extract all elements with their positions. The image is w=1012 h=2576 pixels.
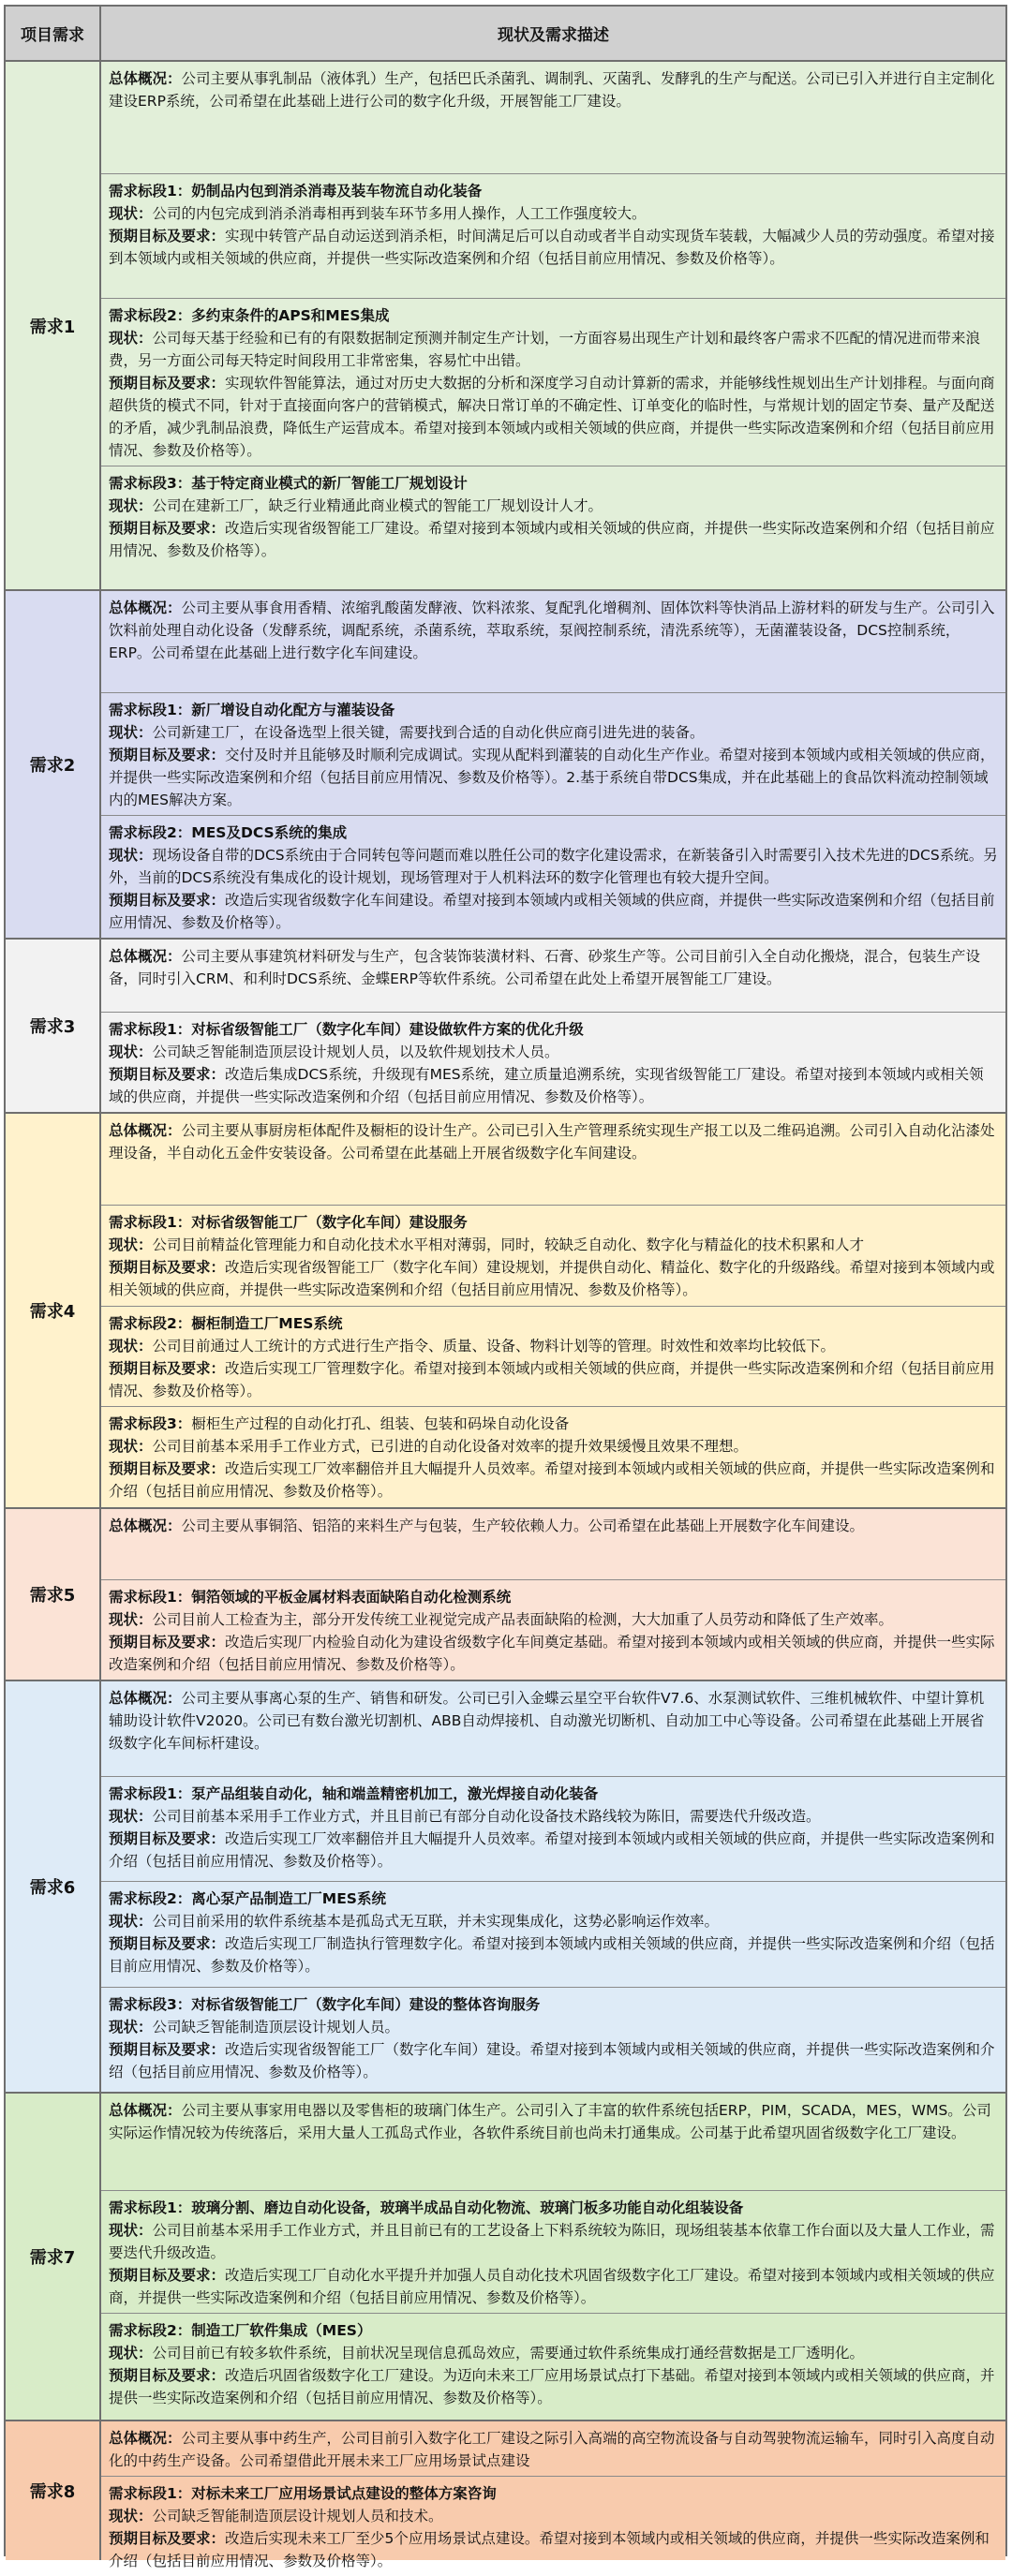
description-line	[109, 1805, 998, 1828]
requirement-blocks	[101, 1509, 1005, 1680]
requirement-row	[6, 1509, 1005, 1681]
line-value: 改造后实现省级智能工厂（数字化车间）建设规划，并提供自动化、精益化、数字化的升级路线。希望对接到本领域内或相关领域的供应商，并提供一些实际改造案例和介绍（包括目前应用情况、参数及价格等）。	[109, 1259, 995, 1299]
line-value: 公司的内包完成到消杀消毒相再到装车环节多用人操作，人工工作强度较大。	[152, 205, 647, 223]
line-value: 公司主要从事中药生产，公司目前引入数字化工厂建设之际引入高端的高空物流设备与自动驾驶物流运输车，同时引入高度自动化的中药生产设备。公司希望借此开展未来工厂应用场景试点建设	[109, 2430, 995, 2470]
description-line	[109, 327, 998, 372]
description-line	[109, 2219, 998, 2264]
line-value: 公司每天基于经验和已有的有限数据制定预测并制定生产计划，一方面容易出现生产计划和最终客户需求不匹配的情况进而带来浪费，另一方面公司每天特定时间段用工非常密集，容易忙中出错。	[109, 329, 981, 369]
requirement-label: 需求3	[6, 940, 101, 1112]
line-key: 预期目标及要求：	[109, 1935, 226, 1953]
line-key: 总体概况：	[109, 1690, 182, 1707]
line-value: 公司目前精益化管理能力和自动化技术水平相对薄弱，同时，较缺乏自动化、数字化与精益化的技术积累和人才	[152, 1236, 865, 1254]
requirements-table	[4, 5, 1007, 2570]
header-status-description: 现状及需求描述	[498, 26, 609, 45]
requirement-label: 需求4	[6, 1114, 101, 1507]
requirement-blocks	[101, 2421, 1005, 2570]
line-value: 公司缺乏智能制造顶层设计规划人员。	[152, 2018, 400, 2036]
line-key: 预期目标及要求：	[109, 1830, 226, 1848]
line-key: 现状：	[109, 1043, 153, 1060]
line-key: 现状：	[109, 205, 153, 223]
description-line	[109, 1041, 998, 1063]
line-value: 改造后实现工厂效率翻倍并且大幅提升人员效率。希望对接到本领域内或相关领域的供应商，并提供一些实际改造案例和介绍（包括目前应用情况、参数及价格等）。	[109, 1830, 995, 1871]
requirement-blocks	[101, 940, 1005, 1112]
section-title-text: 需求标段2：多约束条件的APS和MES集成	[109, 306, 390, 324]
line-value: 实现软件智能算法，通过对历史大数据的分析和深度学习自动计算新的需求，并能够线性规划出生产计划排程。与面向商超供货的模式不同，针对于直接面向客户的营销模式，解决日常订单的不确定性、订单变化的临时性，与常规计划的固定节奏、量产及配送的矛盾，减少乳制品浪费，降低生产运营成本。希望对接到本领域内或相关领域的供应商，并提供一些实际改造案例和介绍（包括目前应用情况、参数及价格等）。	[109, 374, 995, 459]
line-value: 改造后实现省级数字化车间建设。希望对接到本领域内或相关领域的供应商，并提供一些实际改造案例和介绍（包括目前应用情况、参数及价格等）。	[109, 891, 995, 931]
requirement-blocks	[101, 1114, 1005, 1507]
line-key: 预期目标及要求：	[109, 891, 226, 909]
section-block	[101, 299, 1005, 466]
line-value: 公司主要从事厨房柜体配件及橱柜的设计生产。公司已引入生产管理系统实现生产报工以及二维码追溯。公司引入自动化沾漆处理设备，半自动化五金件安装设备。公司希望在此基础上开展省级数字化车间建设。	[109, 1122, 995, 1162]
description-line	[109, 2016, 998, 2038]
section-block	[101, 1206, 1005, 1307]
section-block	[101, 466, 1005, 589]
line-key: 预期目标及要求：	[109, 2040, 226, 2058]
line-key: 预期目标及要求：	[109, 519, 226, 537]
requirement-blocks	[101, 1681, 1005, 2092]
section-title	[109, 2197, 998, 2219]
line-key: 总体概况：	[109, 1517, 182, 1534]
line-key: 现状：	[109, 2018, 153, 2036]
line-key: 预期目标及要求：	[109, 2266, 226, 2284]
line-key: 预期目标及要求：	[109, 2530, 226, 2548]
line-key: 总体概况：	[109, 948, 182, 965]
line-key: 总体概况：	[109, 70, 182, 87]
description-line	[109, 1435, 998, 1458]
description-line	[109, 889, 998, 934]
line-value: 改造后实现未来工厂至少5个应用场景试点建设。希望对接到本领域内或相关领域的供应商，并提供一些实际改造案例和介绍（包括目前应用情况、参数及价格等）。	[109, 2530, 990, 2570]
line-value: 公司目前采用的软件系统基本是孤岛式无互联，并未实现集成化，这势必影响运作效率。	[152, 1913, 720, 1931]
description-line	[109, 1631, 998, 1676]
line-key: 现状：	[109, 1438, 153, 1456]
description-line	[109, 225, 998, 270]
line-key: 预期目标及要求：	[109, 2366, 226, 2384]
description-line	[109, 1256, 998, 1301]
overview-block	[101, 591, 1005, 693]
section-title-text: 需求标段1：铜箔领域的平板金属材料表面缺陷自动化检测系统	[109, 1588, 512, 1606]
line-value: 改造后实现工厂管理数字化。希望对接到本领域内或相关领域的供应商，并提供一些实际改造案例和介绍（包括目前应用情况、参数及价格等）。	[109, 1359, 995, 1399]
section-title	[109, 1211, 998, 1234]
line-key: 预期目标及要求：	[109, 1359, 226, 1377]
section-title-text: 需求标段2：MES及DCS系统的集成	[109, 823, 348, 841]
description-line	[109, 597, 998, 664]
requirement-label: 需求2	[6, 591, 101, 938]
description-line	[109, 1458, 998, 1503]
line-key: 现状：	[109, 723, 153, 741]
line-value: 改造后集成DCS系统，升级现有MES系统，建立质量追溯系统，实现省级智能工厂建设。希望对接到本领域内或相关领域的供应商，并提供一些实际改造案例和介绍（包括目前应用情况、参数及价格等）。	[109, 1065, 984, 1105]
description-line	[109, 2099, 998, 2144]
description-line	[109, 945, 998, 990]
requirement-row	[6, 1114, 1005, 1509]
description-line	[109, 1335, 998, 1357]
line-value: 交付及时并且能够及时顺利完成调试。实现从配料到灌装的自动化生产作业。希望对接到本领域内或相关领域的供应商，并提供一些实际改造案例和介绍（包括目前应用情况、参数及价格等）。2.基于系统自带DCS集成，并在此基础上的食品饮料流动控制领域内的MES解决方案。	[109, 746, 995, 808]
overview-block	[101, 1681, 1005, 1777]
line-key: 总体概况：	[109, 2430, 182, 2447]
line-key: 预期目标及要求：	[109, 746, 226, 763]
section-block	[101, 816, 1005, 938]
overview-block	[101, 62, 1005, 174]
line-key: 预期目标及要求：	[109, 1065, 226, 1083]
description-line	[109, 2527, 998, 2572]
line-key: 现状：	[109, 496, 153, 514]
requirement-label: 需求5	[6, 1509, 101, 1680]
description-line	[109, 1063, 998, 1108]
line-key: 现状：	[109, 2508, 153, 2525]
line-value: 实现中转管产品自动运送到消杀柜，时间满足后可以自动或者半自动实现货车装载，大幅减少人员的劳动强度。希望对接到本领域内或相关领域的供应商，并提供一些实际改造案例和介绍（包括目前应用情况、参数及价格等）。	[109, 228, 995, 268]
line-value: 改造后实现省级智能工厂（数字化车间）建设。希望对接到本领域内或相关领域的供应商，并提供一些实际改造案例和介绍（包括目前应用情况、参数及价格等）。	[109, 2040, 995, 2080]
section-title-text: 需求标段2：制造工厂软件集成（MES）	[109, 2321, 372, 2339]
description-line	[109, 1515, 998, 1537]
line-value: 公司目前基本采用手工作业方式，已引进的自动化设备对效率的提升效果缓慢且效果不理想。	[152, 1438, 749, 1456]
section-title-text: 需求标段1：对标未来工厂应用场景试点建设的整体方案咨询	[109, 2485, 497, 2503]
line-value: 公司缺乏智能制造顶层设计规划人员，以及软件规划技术人员。	[152, 1043, 559, 1060]
requirement-label: 需求1	[6, 62, 101, 589]
line-value: 公司目前基本采用手工作业方式，并且目前已有的工艺设备上下料系统较为陈旧，现场组装基本依靠工作台面以及大量人工作业，需要迭代升级改造。	[109, 2221, 995, 2261]
section-block	[101, 1307, 1005, 1408]
line-value: 公司主要从事食用香精、浓缩乳酸菌发酵液、饮料浓浆、复配乳化增稠剂、固体饮料等快消品上游材料的研发与生产。公司引入饮料前处理自动化设备（发酵系统，调配系统，杀菌系统，萃取系统，泵阀控制系统，清洗系统等），无菌灌装设备，DCS控制系统，ERP。公司希望在此基础上进行数字化车间建设。	[109, 600, 995, 662]
section-title	[109, 180, 998, 202]
section-block	[101, 2477, 1005, 2576]
description-line	[109, 202, 998, 225]
requirement-label: 需求7	[6, 2094, 101, 2420]
section-title	[109, 1888, 998, 1910]
section-title	[109, 304, 998, 327]
line-key: 现状：	[109, 2344, 153, 2361]
line-value: 改造后实现工厂自动化水平提升并加强人员自动化技术巩固省级数字化工厂建设。希望对接到本领域内或相关领域的供应商，并提供一些实际改造案例和介绍（包括目前应用情况、参数及价格等）。	[109, 2266, 995, 2306]
line-value: 公司缺乏智能制造顶层设计规划人员和技术。	[152, 2508, 443, 2525]
section-block	[101, 1777, 1005, 1882]
table-body	[6, 62, 1005, 2570]
line-value: 改造后实现工厂制造执行管理数字化。希望对接到本领域内或相关领域的供应商，并提供一些实际改造案例和介绍（包括目前应用情况、参数及价格等）。	[109, 1935, 995, 1976]
line-key: 现状：	[109, 846, 153, 864]
description-line	[109, 1119, 998, 1164]
section-block	[101, 1988, 1005, 2092]
section-title	[109, 2319, 998, 2342]
section-title	[109, 1993, 998, 2016]
line-value: 公司目前人工检查为主，部分开发传统工业视觉完成产品表面缺陷的检测，大大加重了人员劳动和降低了生产效率。	[152, 1610, 894, 1628]
line-value: 公司目前已有较多软件系统，目前状况呈现信息孤岛效应，需要通过软件系统集成打通经营数据是工厂透明化。	[152, 2344, 865, 2361]
section-title-text: 需求标段1：泵产品组装自动化，轴和端盖精密机加工，激光焊接自动化装备	[109, 1785, 599, 1803]
description-line	[109, 844, 998, 889]
line-key: 预期目标及要求：	[109, 228, 226, 245]
description-line	[109, 517, 998, 562]
section-title	[109, 1018, 998, 1041]
section-title-text: 需求标段1：对标省级智能工厂（数字化车间）建设服务	[109, 1214, 468, 1231]
section-title	[109, 2482, 998, 2505]
line-key: 预期目标及要求：	[109, 1259, 226, 1277]
line-key: 现状：	[109, 1808, 153, 1826]
line-key: 现状：	[109, 1913, 153, 1931]
line-value: 公司主要从事家用电器以及零售柜的玻璃门体生产。公司引入了丰富的软件系统包括ERP，PIM，SCADA，MES，WMS。公司实际运作情况较为传统落后，采用大量人工孤岛式作业，各软件系统目前也尚未打通集成。公司基于此希望巩固省级数字化工厂建设。	[109, 2102, 991, 2142]
description-line	[109, 495, 998, 517]
line-key: 总体概况：	[109, 2102, 182, 2119]
line-key: 现状：	[109, 1236, 153, 1254]
requirement-row	[6, 2421, 1005, 2570]
section-block	[101, 2314, 1005, 2420]
line-value: 公司主要从事离心泵的生产、销售和研发。公司已引入金蝶云星空平台软件V7.6、水泵测试软件、三维机械软件、中望计算机辅助设计软件V2020。公司已有数台激光切割机、ABB自动焊接机、自动激光切断机、自动加工中心等设备。公司希望在此基础上开展省级数字化车间标杆建设。	[109, 1690, 985, 1753]
description-line	[109, 2364, 998, 2409]
requirement-row	[6, 62, 1005, 591]
requirement-row	[6, 2094, 1005, 2421]
section-title-text: 需求标段3：对标省级智能工厂（数字化车间）建设的整体咨询服务	[109, 1995, 541, 2013]
line-value: 公司在建新工厂，缺乏行业精通此商业模式的智能工厂规划设计人才。	[152, 496, 603, 514]
section-title	[109, 822, 998, 844]
line-key: 现状：	[109, 329, 153, 347]
section-title-text: 需求标段3：	[109, 1415, 192, 1433]
requirement-label: 需求8	[6, 2421, 101, 2560]
line-value: 改造后实现工厂效率翻倍并且大幅提升人员效率。希望对接到本领域内或相关领域的供应商，并提供一些实际改造案例和介绍（包括目前应用情况、参数及价格等）。	[109, 1460, 995, 1501]
description-line	[109, 2038, 998, 2083]
line-value: 公司目前通过人工统计的方式进行生产指令、质量、设备、物料计划等的管理。时效性和效率均比较低下。	[152, 1337, 836, 1355]
overview-block	[101, 2421, 1005, 2477]
section-block	[101, 693, 1005, 816]
line-key: 现状：	[109, 1337, 153, 1355]
description-line	[109, 1932, 998, 1977]
section-title-text: 需求标段1：奶制品内包到消杀消毒及装车物流自动化装备	[109, 183, 483, 200]
requirement-row	[6, 591, 1005, 940]
section-title	[109, 472, 998, 495]
line-value: 公司主要从事乳制品（液体乳）生产，包括巴氏杀菌乳、调制乳、灭菌乳、发酵乳的生产与配送。公司已引入并进行自主定制化建设ERP系统，公司希望在此基础上进行公司的数字化升级，开展智能工厂建设。	[109, 70, 995, 111]
line-value: 改造后实现厂内检验自动化为建设省级数字化车间奠定基础。希望对接到本领域内或相关领域的供应商，并提供一些实际改造案例和介绍（包括目前应用情况、参数及价格等）。	[109, 1633, 995, 1673]
line-value: 公司主要从事铜箔、铝箔的来料生产与包装，生产较依赖人力。公司希望在此基础上开展数字化车间建设。	[181, 1517, 865, 1534]
line-value: 公司新建工厂，在设备选型上很关键，需要找到合适的自动化供应商引进先进的装备。	[152, 723, 705, 741]
section-title-text: 需求标段3：基于特定商业模式的新厂智能工厂规划设计	[109, 474, 468, 492]
section-title-text: 需求标段2：离心泵产品制造工厂MES系统	[109, 1890, 386, 1908]
section-block	[101, 1013, 1005, 1112]
section-title	[109, 1413, 998, 1435]
overview-block	[101, 1509, 1005, 1580]
section-block	[101, 2191, 1005, 2314]
section-block	[101, 174, 1005, 298]
section-title-text: 需求标段2：橱柜制造工厂MES系统	[109, 1314, 343, 1332]
overview-block	[101, 940, 1005, 1013]
line-value: 改造后巩固省级数字化工厂建设。为迈向未来工厂应用场景试点打下基础。希望对接到本领域内或相关领域的供应商，并提供一些实际改造案例和介绍（包括目前应用情况、参数及价格等）。	[109, 2366, 995, 2406]
description-line	[109, 1234, 998, 1256]
description-line	[109, 2264, 998, 2309]
section-block	[101, 1882, 1005, 1987]
description-line	[109, 372, 998, 462]
overview-block	[101, 2094, 1005, 2191]
section-title	[109, 1586, 998, 1608]
description-line	[109, 1910, 998, 1932]
line-value: 改造后实现省级智能工厂建设。希望对接到本领域内或相关领域的供应商，并提供一些实际改造案例和介绍（包括目前应用情况、参数及价格等）。	[109, 519, 995, 559]
section-block	[101, 1580, 1005, 1680]
requirement-blocks	[101, 591, 1005, 938]
description-line	[109, 67, 998, 112]
description-line	[109, 2427, 998, 2472]
line-key: 预期目标及要求：	[109, 1633, 226, 1651]
description-line	[109, 744, 998, 811]
section-title-plain: 橱柜生产过程的自动化打孔、组装、包装和码垛自动化设备	[191, 1415, 570, 1433]
requirement-label: 需求6	[6, 1681, 101, 2092]
requirement-row	[6, 940, 1005, 1114]
section-title-text: 需求标段1：对标省级智能工厂（数字化车间）建设做软件方案的优化升级	[109, 1020, 584, 1038]
table-header	[6, 7, 1005, 62]
description-line	[109, 2342, 998, 2364]
line-key: 总体概况：	[109, 600, 182, 616]
requirement-blocks	[101, 62, 1005, 589]
description-line	[109, 1687, 998, 1754]
section-block	[101, 1407, 1005, 1507]
requirement-blocks	[101, 2094, 1005, 2420]
line-key: 现状：	[109, 1610, 153, 1628]
line-key: 总体概况：	[109, 1122, 182, 1139]
description-line	[109, 721, 998, 744]
description-line	[109, 1828, 998, 1873]
overview-block	[101, 1114, 1005, 1206]
line-value: 公司目前基本采用手工作业方式，并且目前已有部分自动化设备技术路线较为陈旧，需要迭代升级改造。	[152, 1808, 821, 1826]
header-project-requirement: 项目需求	[6, 7, 101, 60]
line-key: 预期目标及要求：	[109, 374, 226, 392]
section-title	[109, 699, 998, 721]
line-value: 公司主要从事建筑材料研发与生产，包含装饰装潢材料、石膏、砂浆生产等。公司目前引入全自动化搬烧，混合，包装生产设备，同时引入CRM、和利时DCS系统、金蝶ERP等软件系统。公司希望在此处上希望开展智能工厂建设。	[109, 948, 981, 988]
description-line	[109, 1608, 998, 1631]
line-value: 现场设备自带的DCS系统由于合同转包等问题而难以胜任公司的数字化建设需求，在新装备引入时需要引入技术先进的DCS系统。另外，当前的DCS系统没有集成化的设计规划，现场管理对于人机料法环的数字化管理也有较大提升空间。	[109, 846, 998, 886]
description-line	[109, 2505, 998, 2527]
section-title-text: 需求标段1：新厂增设自动化配方与灌装设备	[109, 701, 395, 718]
description-line	[109, 1357, 998, 1402]
section-title	[109, 1312, 998, 1335]
section-title	[109, 1783, 998, 1805]
line-key: 预期目标及要求：	[109, 1460, 226, 1478]
line-key: 现状：	[109, 2221, 153, 2239]
requirement-row	[6, 1681, 1005, 2094]
section-title-text: 需求标段1：玻璃分割、磨边自动化设备，玻璃半成品自动化物流、玻璃门板多功能自动化组装设备	[109, 2198, 744, 2216]
